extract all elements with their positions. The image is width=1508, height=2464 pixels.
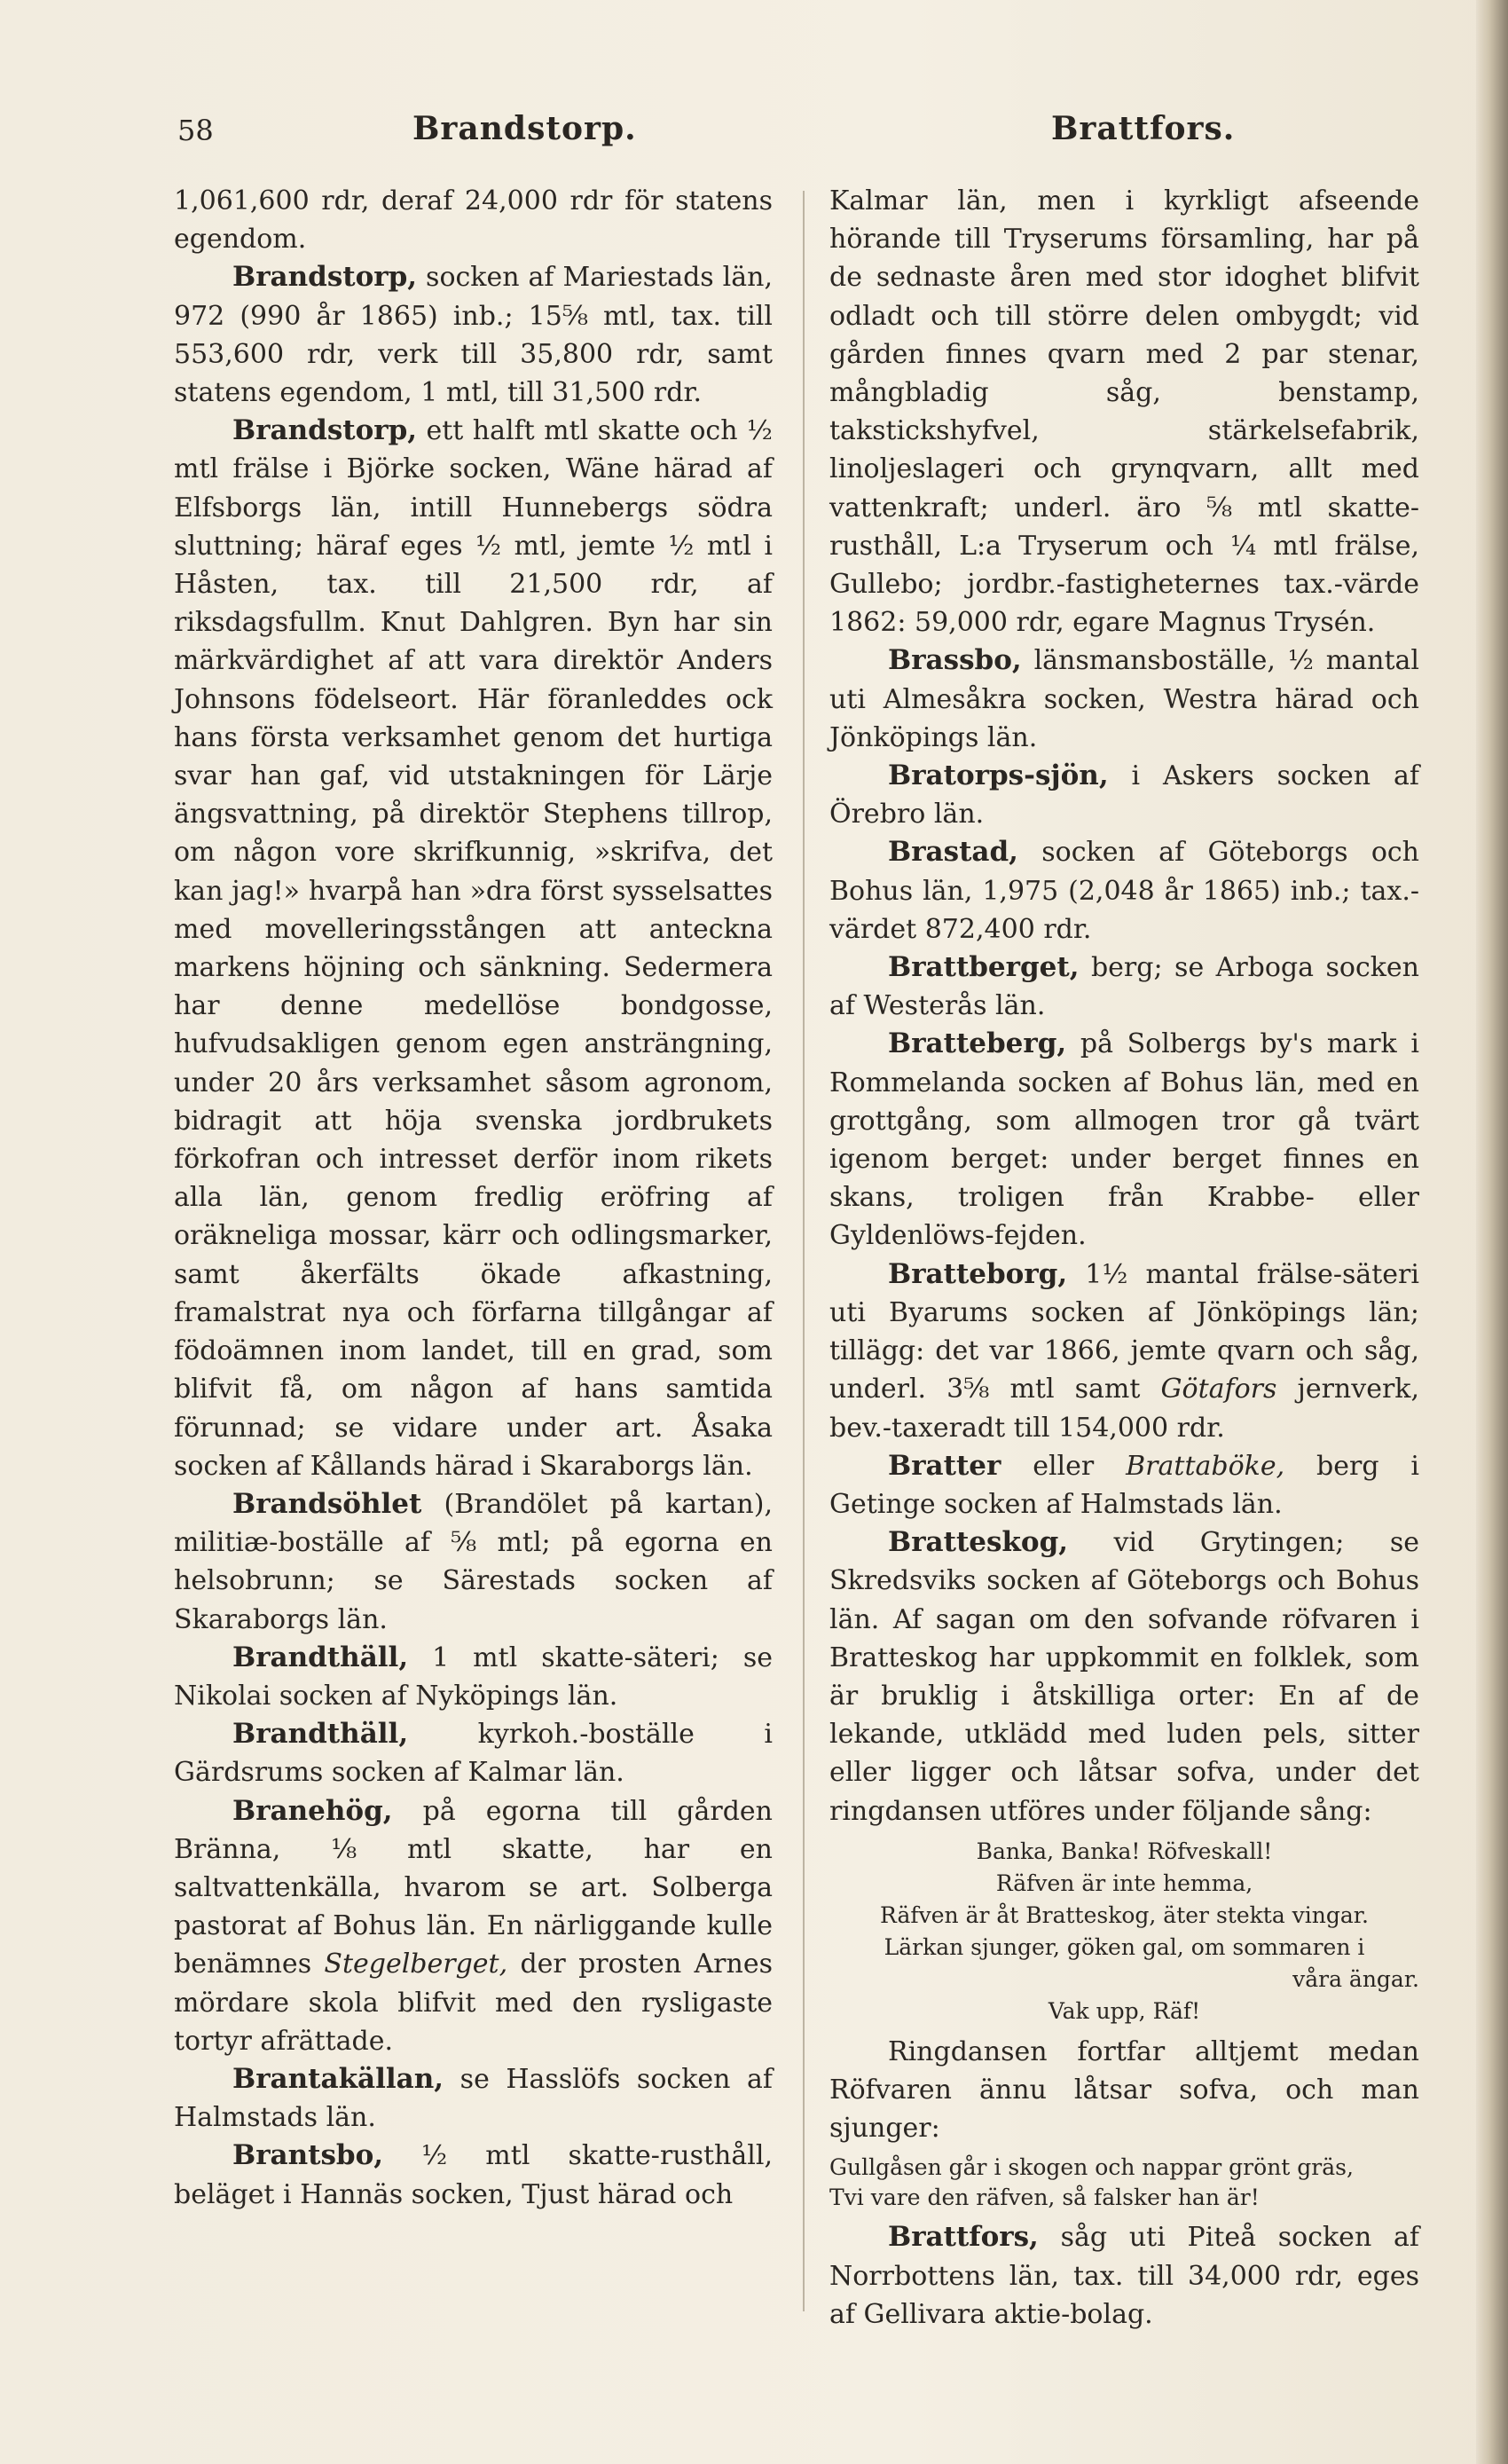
entry-text: vid Grytingen; se Skredsviks socken af Göteborgs och Bohus län. Af sagan om den sofvande röfvaren i Bratteskog har uppkommit en folklek, som är bruklig i åtskilliga orter: En af de lekande, utklädd med luden pels, sitter eller ligger och låtsar sofva, under det ringdansen utföres under följande sång:	[829, 1527, 1419, 1827]
entry-headword: Brandsöhlet	[232, 1487, 422, 1520]
song-line: våra ängar.	[1292, 1965, 1419, 1992]
entry-continuation	[829, 182, 1419, 642]
entry-headword: Brandthäll,	[232, 1718, 409, 1751]
entry-text: på Solbergs by's mark i Rommelanda socken af Bohus län, med en grottgång, som allmogen tror gå tvärt igenom berget: under berget finnes en skans, troligen från Krabbe- eller Gyldenlöws-fejden.	[829, 1028, 1419, 1252]
entry-text: socken af Mariestads län, 972 (990 år 1865) inb.; 15⅝ mtl, tax. till 553,600 rdr, verk till 35,800 rdr, samt statens egendom, 1 mtl, till 31,500 rdr.	[174, 262, 773, 409]
entry	[829, 1447, 1419, 1523]
entry	[174, 1792, 773, 2060]
running-header	[177, 106, 1402, 160]
entry	[174, 1639, 773, 1715]
right-running-head: Brattfors.	[1051, 110, 1236, 147]
entry	[174, 412, 773, 1485]
entry-text: se Hasslöfs socken af Halmstads län.	[174, 2063, 773, 2134]
entry-italic-text: Stegelberget,	[324, 1948, 508, 1980]
entry-headword: Bratteborg,	[888, 1257, 1068, 1290]
entry	[829, 1025, 1419, 1255]
left-column	[174, 182, 773, 2214]
song-line: Banka, Banka! Röfveskall!	[976, 1838, 1273, 1864]
entry-text: berg i Getinge socken af Halmstads län.	[829, 1450, 1419, 1520]
entry-headword: Bratorps-sjön,	[888, 760, 1109, 792]
song-line: Gullgåsen går i skogen och nappar grönt gräs,	[829, 2154, 1354, 2181]
entry	[829, 833, 1419, 949]
entry-headword: Brattberget,	[888, 951, 1080, 984]
entry-headword: Brandstorp,	[232, 414, 418, 447]
entry-continuation	[174, 182, 773, 258]
entry-text: kyrkoh.-boställe i Gärdsrums socken af Kalmar län.	[174, 1719, 773, 1789]
entry	[174, 258, 773, 412]
entry-text: i Askers socken af Örebro län.	[829, 760, 1419, 831]
song-line: Räfven är åt Bratteskog, äter stekta vingar.	[880, 1901, 1369, 1928]
entry-text: Kalmar län, men i kyrkligt afseende hörande till Tryserums församling, har på de sednaste åren med stor idoghet blifvit odladt och till större delen ombygdt; vid gården finnes qvarn med 2 par stenar, mångbladig såg, benstamp, takstickshyfvel, stärkelsefabrik, linoljeslageri och grynqvarn, allt med vattenkraft; underl. äro ⅝ mtl skatte-rusthåll, L:a Tryserum och ¼ mtl frälse, Gullebo; jordbr.-fastigheternes tax.-värde 1862: 59,000 rdr, egare Magnus Trysén.	[829, 185, 1419, 639]
entry-text: berg; se Arboga socken af Westerås län.	[829, 952, 1419, 1022]
entry-headword: Brantsbo,	[232, 2139, 384, 2172]
entry-text: 1,061,600 rdr, deraf 24,000 rdr för statens egendom.	[174, 185, 773, 256]
entry-text: socken af Göteborgs och Bohus län, 1,975 (2,048 år 1865) inb.; tax.-värdet 872,400 rdr.	[829, 837, 1419, 945]
right-column	[829, 182, 1419, 2334]
entry-continuation	[829, 2033, 1419, 2148]
entry-italic-text: Brattaböke,	[1126, 1450, 1285, 1482]
entry	[829, 1523, 1419, 1830]
entry-text: Ringdansen fortfar alltjemt medan Röfvaren ännu låtsar sofva, och man sjunger:	[829, 2035, 1419, 2145]
entry-text: jernverk, bev.-taxeradt till 154,000 rdr.	[829, 1374, 1420, 1444]
entry	[174, 2060, 773, 2137]
left-running-head: Brandstorp.	[412, 110, 637, 147]
entry	[829, 757, 1419, 833]
entry-text: ett halft mtl skatte och ½ mtl frälse i Björke socken, Wäne härad af Elfsborgs län, intill Hunnebergs södra sluttning; häraf eges ½ mtl, jemte ½ mtl i Håsten, tax. till 21,500 rdr, af riksdagsfullm. Knut Dahlgren. Byn har sin märkvärdighet af att vara direktör Anders Johnsons födelseort. Här föranleddes ock hans första verksamhet genom det hurtiga svar han gaf, vid utstakningen för Lärje ängsvattning, på direktör Stephens tillrop, om någon vore skrifkunnig, »skrifva, det kan jag!» hvarpå han »dra först sysselsattes med movelleringsstången att anteckna markens höjning och sänkning. Sedermera har denne medellöse bondgosse, hufvudsakligen genom egen ansträngning, under 20 års verksamhet såsom agronom, bidragit att höja svenska jordbrukets förkofran och intresset derför inom rikets alla län, genom fredlig eröfring af oräkneliga mossar, kärr och odlingsmarker, samt åkerfälts ökade afkastning, framalstrat nya och förfarna tillgångar af födoämnen inom landet, till en grad, som blifvit få, om någon af hans samtida förunnad; se vidare under art. Åsaka socken af Kållands härad i Skaraborgs län.	[174, 415, 773, 1482]
entry-text: på egorna till gården Bränna, ⅛ mtl skatte, har en saltvattenkälla, hvarom se art. Solberga pastorat af Bohus län. En närliggande kulle benämnes	[174, 1795, 773, 1980]
entry-text: ½ mtl skatte-rusthåll, beläget i Hannäs socken, Tjust härad och	[174, 2140, 773, 2210]
entry-text: (Brandölet på kartan), militiæ-boställe af ⅝ mtl; på egorna en helsobrunn; se Särestads socken af Skaraborgs län.	[174, 1488, 773, 1635]
entry-text: såg uti Piteå socken af Norrbottens län, tax. till 34,000 rdr, eges af Gellivara aktie-bolag.	[829, 2222, 1419, 2330]
song-verse-2	[829, 2153, 1419, 2213]
entry-headword: Brattfors,	[888, 2221, 1039, 2254]
song-line: Räfven är inte hemma,	[995, 1870, 1253, 1896]
entry-headword: Brassbo,	[888, 644, 1022, 677]
entry	[174, 1715, 773, 1791]
entry-headword: Bratter	[888, 1449, 1001, 1482]
entry-text: 1 mtl skatte-säteri; se Nikolai socken af Nyköpings län.	[174, 1641, 773, 1712]
entry	[174, 2137, 773, 2213]
entry-headword: Brastad,	[888, 836, 1018, 869]
page-edge	[1476, 0, 1508, 2464]
entry-headword: Brandstorp,	[232, 261, 418, 294]
song-line: Vak upp, Räf!	[1048, 1997, 1201, 2024]
song-line: Lärkan sjunger, göken gal, om sommaren i	[884, 1933, 1365, 1960]
page-number: 58	[177, 114, 214, 147]
entry	[829, 949, 1419, 1025]
entry-text: 1½ mantal frälse-säteri uti Byarums socken af Jönköpings län; tillägg: det var 1866, jemte qvarn och såg, underl. 3⅝ mtl samt	[829, 1258, 1419, 1405]
entry-headword: Brandthäll,	[232, 1641, 409, 1673]
entry-italic-text: Götafors	[1160, 1374, 1277, 1405]
entry	[829, 2218, 1419, 2334]
entry-headword: Bratteberg,	[888, 1027, 1067, 1060]
song-line: Tvi vare den räfven, så falsker han är!	[829, 2185, 1260, 2211]
entry-headword: Brantakällan,	[232, 2062, 444, 2095]
entry	[829, 1256, 1419, 1447]
entry	[829, 642, 1419, 757]
entry-text: eller	[1001, 1450, 1127, 1482]
column-divider	[803, 191, 805, 2311]
entry	[174, 1485, 773, 1639]
entry-headword: Branehög,	[232, 1794, 393, 1827]
entry-text: der prosten Arnes mördare skola blifvit med den rysligaste tortyr afrättade.	[174, 1948, 773, 2057]
entry-text: länsmansboställe, ½ mantal uti Almesåkra socken, Westra härad och Jönköpings län.	[829, 645, 1419, 753]
song-verse-1	[829, 1836, 1419, 2027]
entry-headword: Bratteskog,	[888, 1526, 1069, 1559]
